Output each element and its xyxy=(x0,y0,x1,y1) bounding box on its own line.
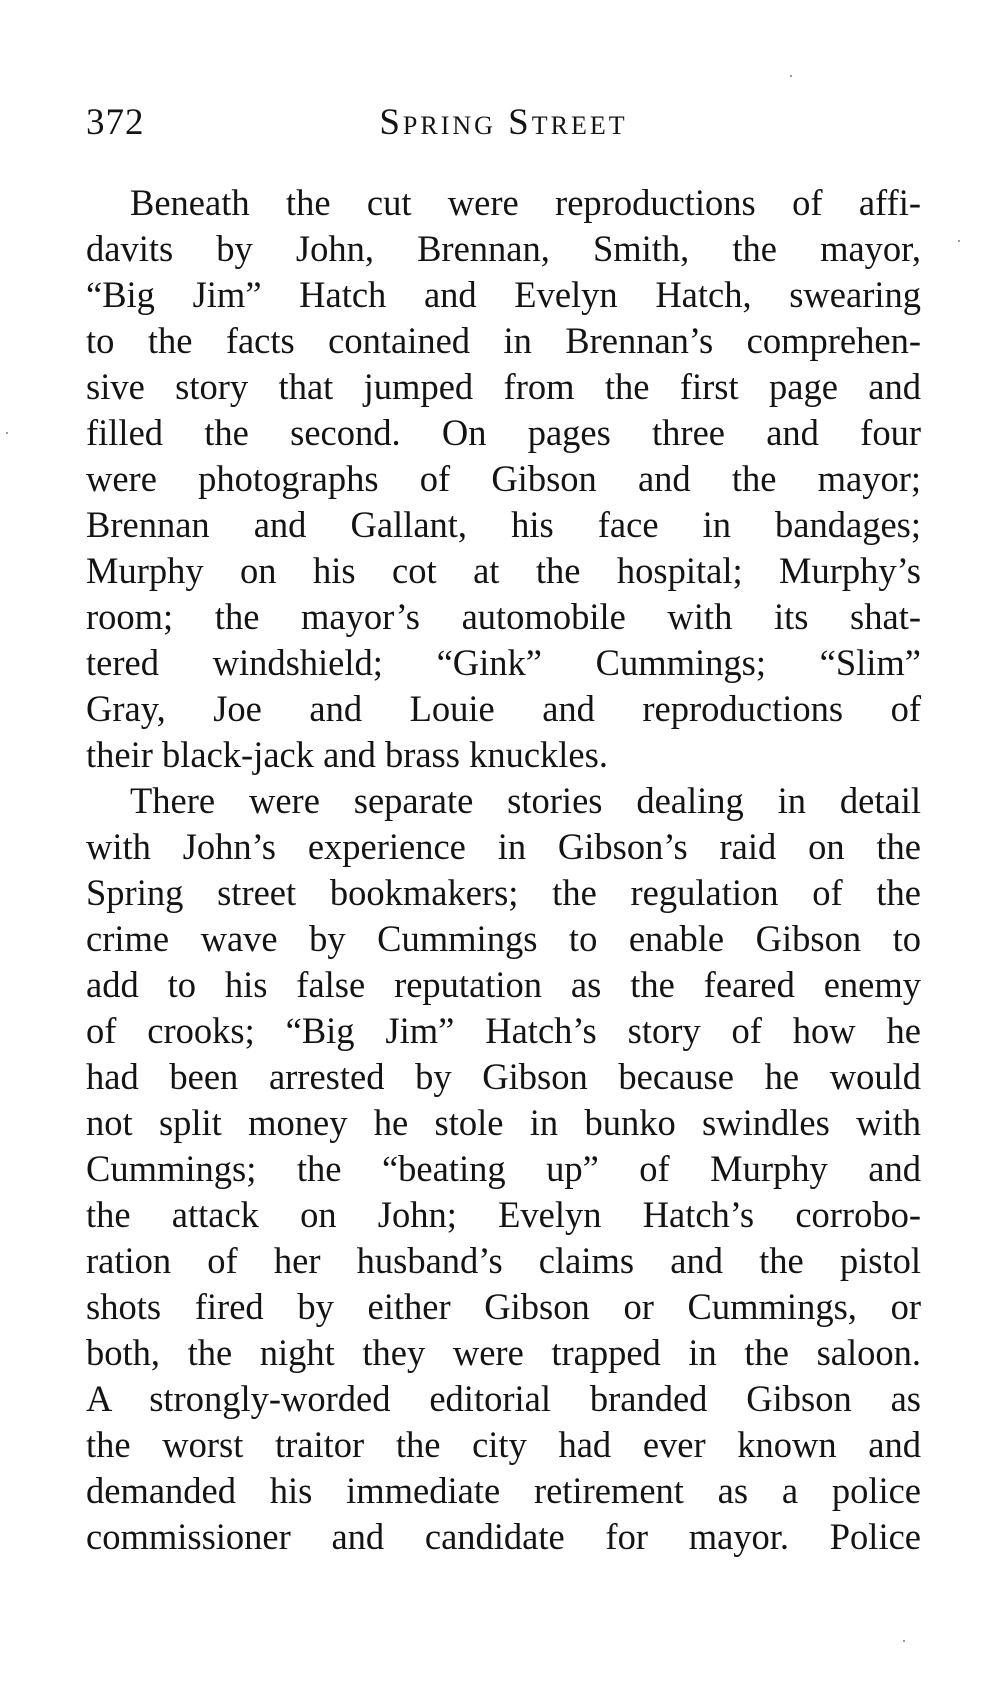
text-line: davits by John, Brennan, Smith, the mayor, xyxy=(86,228,921,269)
paragraph-1 xyxy=(86,180,921,778)
text-line: had been arrested by Gibson because he would xyxy=(86,1056,921,1097)
text-line: of crooks; “Big Jim” Hatch’s story of how he xyxy=(86,1010,921,1051)
text-line: “Big Jim” Hatch and Evelyn Hatch, swearing xyxy=(86,274,921,315)
text-line: commissioner and candidate for mayor. Police xyxy=(86,1516,921,1557)
scan-speck xyxy=(903,1640,905,1642)
text-line: sive story that jumped from the first page and xyxy=(86,366,921,407)
text-line: the worst traitor the city had ever known and xyxy=(86,1424,921,1465)
paragraph-2 xyxy=(86,778,921,1560)
text-line: were photographs of Gibson and the mayor; xyxy=(86,458,921,499)
text-line: crime wave by Cummings to enable Gibson to xyxy=(86,918,921,959)
text-line: the attack on John; Evelyn Hatch’s corrobo- xyxy=(86,1194,921,1235)
scan-speck xyxy=(6,432,8,434)
text-line: both, the night they were trapped in the saloon. xyxy=(86,1332,921,1373)
page-number: 372 xyxy=(86,102,145,143)
text-line: room; the mayor’s automobile with its shat- xyxy=(86,596,921,637)
text-line: Brennan and Gallant, his face in bandages; xyxy=(86,504,921,545)
text-line: Gray, Joe and Louie and reproductions of xyxy=(86,688,921,729)
running-title: Spring Street xyxy=(379,102,628,143)
scan-speck xyxy=(958,240,960,242)
text-line: ration of her husband’s claims and the pistol xyxy=(86,1240,921,1281)
body-text xyxy=(86,180,921,1560)
text-line: Murphy on his cot at the hospital; Murphy’s xyxy=(86,550,921,591)
text-line: There were separate stories dealing in detail xyxy=(130,780,921,821)
text-line: to the facts contained in Brennan’s comprehen- xyxy=(86,320,921,361)
text-line: filled the second. On pages three and four xyxy=(86,412,921,453)
running-head xyxy=(86,98,921,148)
text-line: with John’s experience in Gibson’s raid on the xyxy=(86,826,921,867)
text-line: not split money he stole in bunko swindles with xyxy=(86,1102,921,1143)
text-line: A strongly-worded editorial branded Gibson as xyxy=(86,1378,921,1419)
text-line: Cummings; the “beating up” of Murphy and xyxy=(86,1148,921,1189)
text-line: Beneath the cut were reproductions of affi- xyxy=(130,182,921,223)
scan-speck xyxy=(790,75,792,77)
text-line: tered windshield; “Gink” Cummings; “Slim” xyxy=(86,642,921,683)
text-line: Spring street bookmakers; the regulation of the xyxy=(86,872,921,913)
text-line: demanded his immediate retirement as a police xyxy=(86,1470,921,1511)
text-line: add to his false reputation as the feared enemy xyxy=(86,964,921,1005)
text-line: shots fired by either Gibson or Cummings, or xyxy=(86,1286,921,1327)
text-line: their black-jack and brass knuckles. xyxy=(86,734,608,775)
